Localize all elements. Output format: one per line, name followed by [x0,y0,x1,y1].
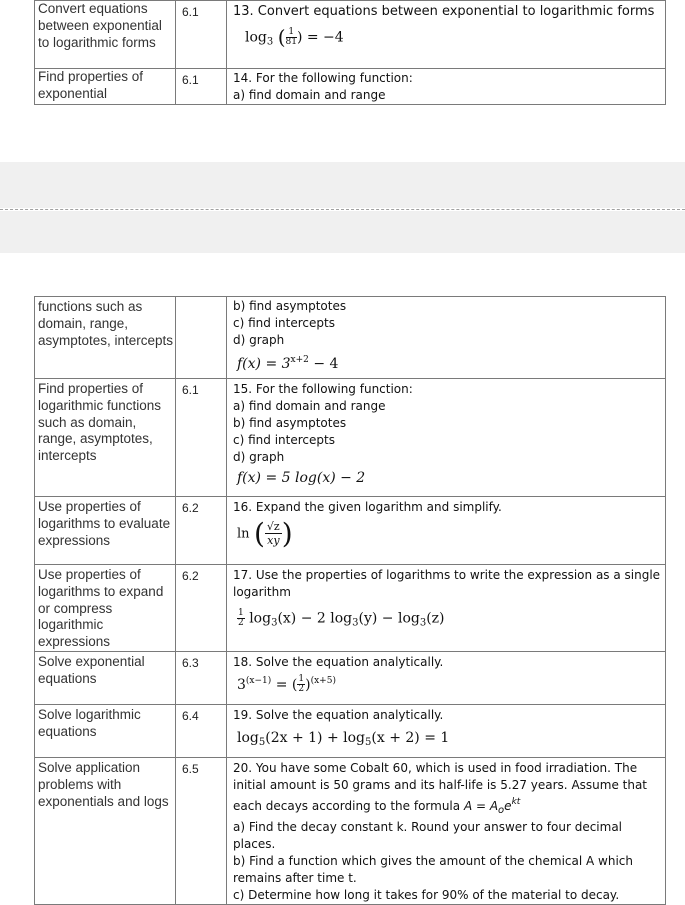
question-line: c) Determine how long it takes for 90% of the material to decay. [233,887,620,902]
question-text: 20. You have some Cobalt 60, which is used in food irradiation. The initial amount is 50 grams and its half-life is 5.27 years. Assume that each decays according to the formula $A = A_oe^{kt}$ [233,760,648,816]
table-row [35,297,666,379]
section-cell: 6.1 [176,379,227,497]
page-break-line [0,209,685,210]
table-row [35,1,666,69]
question-line: d) graph [233,333,285,347]
table-row [35,497,666,565]
page-gap-band [0,162,685,208]
question-line: a) Find the decay constant k. Round your answer to four decimal places. [233,819,623,851]
objective-cell: Find properties of exponential [35,69,176,105]
question-cell [227,297,666,379]
table-row [35,379,666,497]
question-cell [227,1,666,69]
table-row [35,69,666,105]
objective-cell: Use properties of logarithms to expand or compress logarithmic expressions [35,565,176,652]
question-line: b) Find a function which gives the amount of the chemical A which remains after time t. [233,853,633,885]
equation: ln ( $\frac{√z}{xy}$ ) [237,517,293,550]
question-cell [227,565,666,652]
section-cell [176,297,227,379]
objective-cell: Find properties of logarithmic functions such as domain, range, asymptotes, intercepts [35,379,176,497]
question-cell [227,497,666,565]
question-cell [227,757,666,904]
section-cell: 6.1 [176,69,227,105]
table-row [35,651,666,704]
question-line: a) find domain and range [233,399,386,413]
question-line: c) find intercepts [233,433,335,447]
top-table [34,0,666,105]
equation: $\log_5(2x + 1) + \log_5(x + 2) = 1$ [237,729,450,748]
page-gap-band [0,211,685,253]
objective-cell: Use properties of logarithms to evaluate expressions [35,497,176,565]
objective-cell: Solve exponential equations [35,651,176,704]
question-line: d) graph [233,450,285,464]
question-line: b) find asymptotes [233,299,347,313]
main-table [34,296,666,905]
table-row [35,704,666,757]
question-cell [227,69,666,105]
decay-formula: $A = A_oe^{kt}$ [463,796,521,816]
equation: $f(x) = 3^{x+2} - 4$ [237,355,339,372]
equation: $\frac{1}{2}$ $\log_3(x) - 2$ $\log_3(y) - \log_3(z)$ [238,608,445,629]
section-cell: 6.2 [176,565,227,652]
question-line: 15. For the following function: [233,382,413,396]
question-text: 16. Expand the given logarithm and simplify. [233,500,502,514]
section-cell: 6.3 [176,651,227,704]
section-cell: 6.2 [176,497,227,565]
question-text: 19. Solve the equation analytically. [233,707,444,722]
question-cell [227,704,666,757]
question-line: a) find domain and range [233,88,386,102]
question-text: 17. Use the properties of logarithms to write the expression as a single logarithm [233,568,661,599]
table-row [35,757,666,904]
equation: $\log_3$ ( $\frac{1}{81}$ ) = −4 [245,25,344,49]
question-cell [227,651,666,704]
section-cell: 6.4 [176,704,227,757]
equation: $3^{(x-1)}$ = ( $\frac{1}{2}$ )$^{(x+5)}$ [237,674,336,695]
equation: f(x) = 5 log(x) − 2 [237,470,366,486]
objective-cell: Solve logarithmic equations [35,704,176,757]
objective-cell: functions such as domain, range, asymptotes, intercepts [35,297,176,379]
question-line: c) find intercepts [233,316,335,330]
question-text: 18. Solve the equation analytically. [233,654,444,669]
question-line: 14. For the following function: [233,71,413,85]
section-cell: 6.5 [176,757,227,904]
objective-cell: Solve application problems with exponentials and logs [35,757,176,904]
question-line: b) find asymptotes [233,416,347,430]
objective-cell: Convert equations between exponential to logarithmic forms [35,1,176,69]
question-cell [227,379,666,497]
section-cell: 6.1 [176,1,227,69]
table-row [35,565,666,652]
question-text: 13. Convert equations between exponential to logarithmic forms [233,4,655,19]
